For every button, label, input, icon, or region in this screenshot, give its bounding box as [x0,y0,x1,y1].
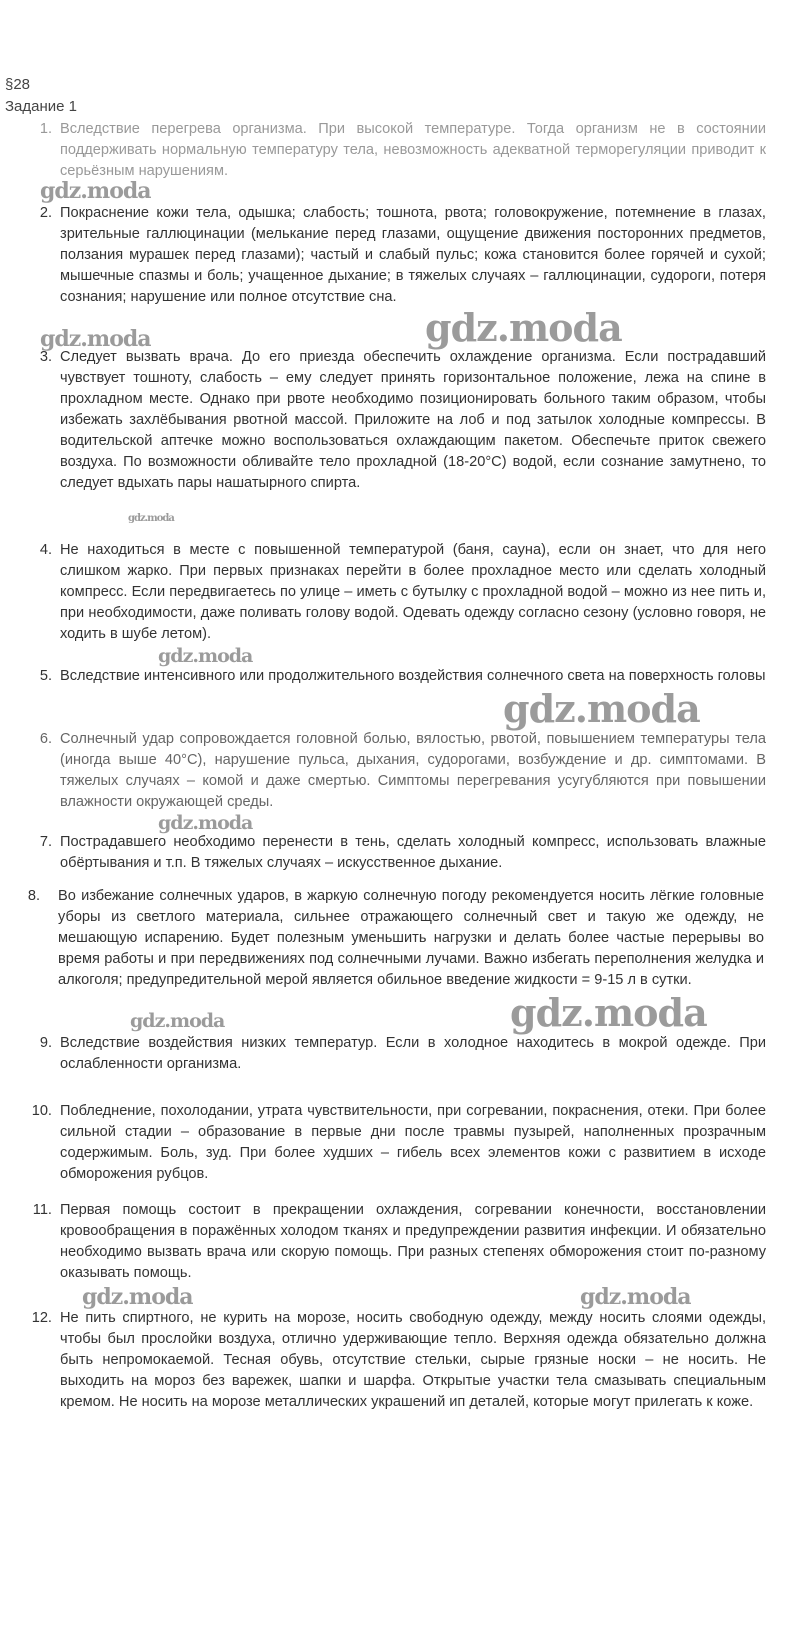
item-text: Покраснение кожи тела, одышка; слабость; тошнота, рвота; головокружение, потемнение в глазах, зрительные галлюцинации (мелькание перед глазами, ощущение движения посторонних предметов, ползания мурашек перед глазами); частый и слабый пульс; кожа становится более горячей и сухой; мышечные спазмы и боль; учащенное дыхание; в тяжелых случаях – галлюцинации, судороги, потеря сознания; нарушение или полное отсутствие сна. [60,205,766,305]
item-text: Не находиться в месте с повышенной температурой (баня, сауна), если он знает, что для него слишком жарко. При первых признаках перейти в более прохладное место или сделать холодный компресс. Если передвигаетесь по улице – иметь с бутылку с прохладной водой – можно из нее пить и, при необходимости, даже поливать голову водой. Одевать одежду согласно сезону (условно говоря, не ходить в шубе летом). [60,542,766,642]
item-number: 4. [39,542,52,558]
watermark: gdz.moda [130,1010,225,1032]
list-item [28,203,766,308]
item-number: 3. [39,349,52,365]
list-item [16,886,764,991]
item-text: Побледнение, похолодании, утрата чувствительности, при согревании, покраснения, отеки. При более сильной стадии – образование в первые дни после травмы пузырей, наполненных прозрачным содержимым. Боль, зуд. При более худших – гибель всех элементов кожи с развитием в исходе обморожения рубцов. [60,1103,766,1182]
item-number: 7. [39,834,52,850]
list-item [28,119,766,182]
item-number: 9. [39,1035,52,1051]
item-text: Пострадавшего необходимо перенести в тень, сделать холодный компресс, использовать влажные обёртывания и т.п. В тяжелых случаях – искусственное дыхание. [60,834,766,871]
watermark: gdz.moda [158,645,253,667]
item-text: Вследствие перегрева организма. При высокой температуре. Тогда организм не в состоянии поддерживать нормальную температуру тела, невозможность адекватной терморегуляции приводит к серьёзным нарушениям. [60,121,766,179]
list-item [28,666,766,687]
list-item [28,540,766,645]
item-number: 2. [39,205,52,221]
item-number: 8. [27,888,40,904]
watermark: gdz.moda [40,326,151,352]
list-item [28,1033,766,1075]
watermark: gdz.moda [580,1284,691,1310]
section-number: §28 [5,76,31,93]
list-item [28,1200,766,1284]
task-title: Задание 1 [5,98,78,115]
item-number: 12. [31,1310,52,1326]
list-item [28,347,766,494]
item-number: 1. [39,121,52,137]
list-item [28,1308,766,1413]
item-number: 5. [39,668,52,684]
item-text: Солнечный удар сопровождается головной болью, вялостью, рвотой, повышением температуры тела (иногда выше 40°C), нарушение пульса, дыхания, судорогами, возбуждение и др. симптомами. В тяжелых случаях – комой и даже смертью. Симптомы перегревания усугубляются при повышении влажности окружающей среды. [60,731,766,810]
item-text: Во избежание солнечных ударов, в жаркую солнечную погоду рекомендуется носить лёгкие головные уборы из светлого материала, сильнее отражающего солнечный свет и такую же одежду, не мешающую испарению. Будет полезным уменьшить нагрузки и делать более частые перерывы во время работы и при передвижениях под солнечными лучами. Важно избегать переполнения желудка и алкоголя; предупредительной мерой является обильное введение жидкости = 9-15 л в сутки. [58,888,764,988]
item-text: Вследствие интенсивного или продолжительного воздействия солнечного света на поверхность головы [60,668,766,684]
list-item [28,1101,766,1185]
item-number: 11. [32,1202,52,1218]
item-text: Вследствие воздействия низких температур. Если в холодное находитесь в мокрой одежде. При ослабленности организма. [60,1035,766,1072]
list-item [28,832,766,874]
item-number: 10. [31,1103,52,1119]
watermark: gdz.moda [40,178,151,204]
watermark: gdz.moda [82,1284,193,1310]
item-number: 6. [39,731,52,747]
item-text: Следует вызвать врача. До его приезда обеспечить охлаждение организма. Если пострадавший чувствует тошноту, слабость – ему следует принять горизонтальное положение, лежа на спине в прохладном месте. Однако при рвоте необходимо позиционировать больного таким образом, чтобы избежать захлёбывания рвотной массой. Приложите на лоб и под затылок холодные компрессы. В водительской аптечке можно воспользоваться охлаждающим пакетом. Обеспечьте приток свежего воздуха. По возможности обливайте тело прохладной (18-20°C) водой, если сознание замутнено, то следует вдыхать пары нашатырного спирта. [60,349,766,491]
watermark: gdz.moda [510,990,707,1035]
watermark: gdz.moda [425,305,622,350]
item-text: Первая помощь состоит в прекращении охлаждения, согревании конечности, восстановлении кровообращения в поражённых холодом тканях и предупреждении развития инфекции. И обязательно необходимо вызвать врача или скорую помощь. При разных степенях обморожения стоит по-разному оказывать помощь. [60,1202,766,1281]
list-item [28,729,766,813]
watermark: gdz.moda [158,812,253,834]
watermark: gdz.moda [128,513,174,524]
watermark: gdz.moda [503,686,700,731]
item-text: Не пить спиртного, не курить на морозе, носить свободную одежду, между носить слоями одежды, чтобы был прослойки воздуха, отлично удерживающие тепло. Верхняя одежда обязательно должна быть непромокаемой. Тесная обувь, отсутствие стельки, сырые грязные носки – не носить. Не выходить на мороз без варежек, шапки и шарфа. Открытые участки тела смазывать специальным кремом. Не носить на морозе металлических украшений ип деталей, которые могут прилегать к коже. [60,1310,766,1410]
